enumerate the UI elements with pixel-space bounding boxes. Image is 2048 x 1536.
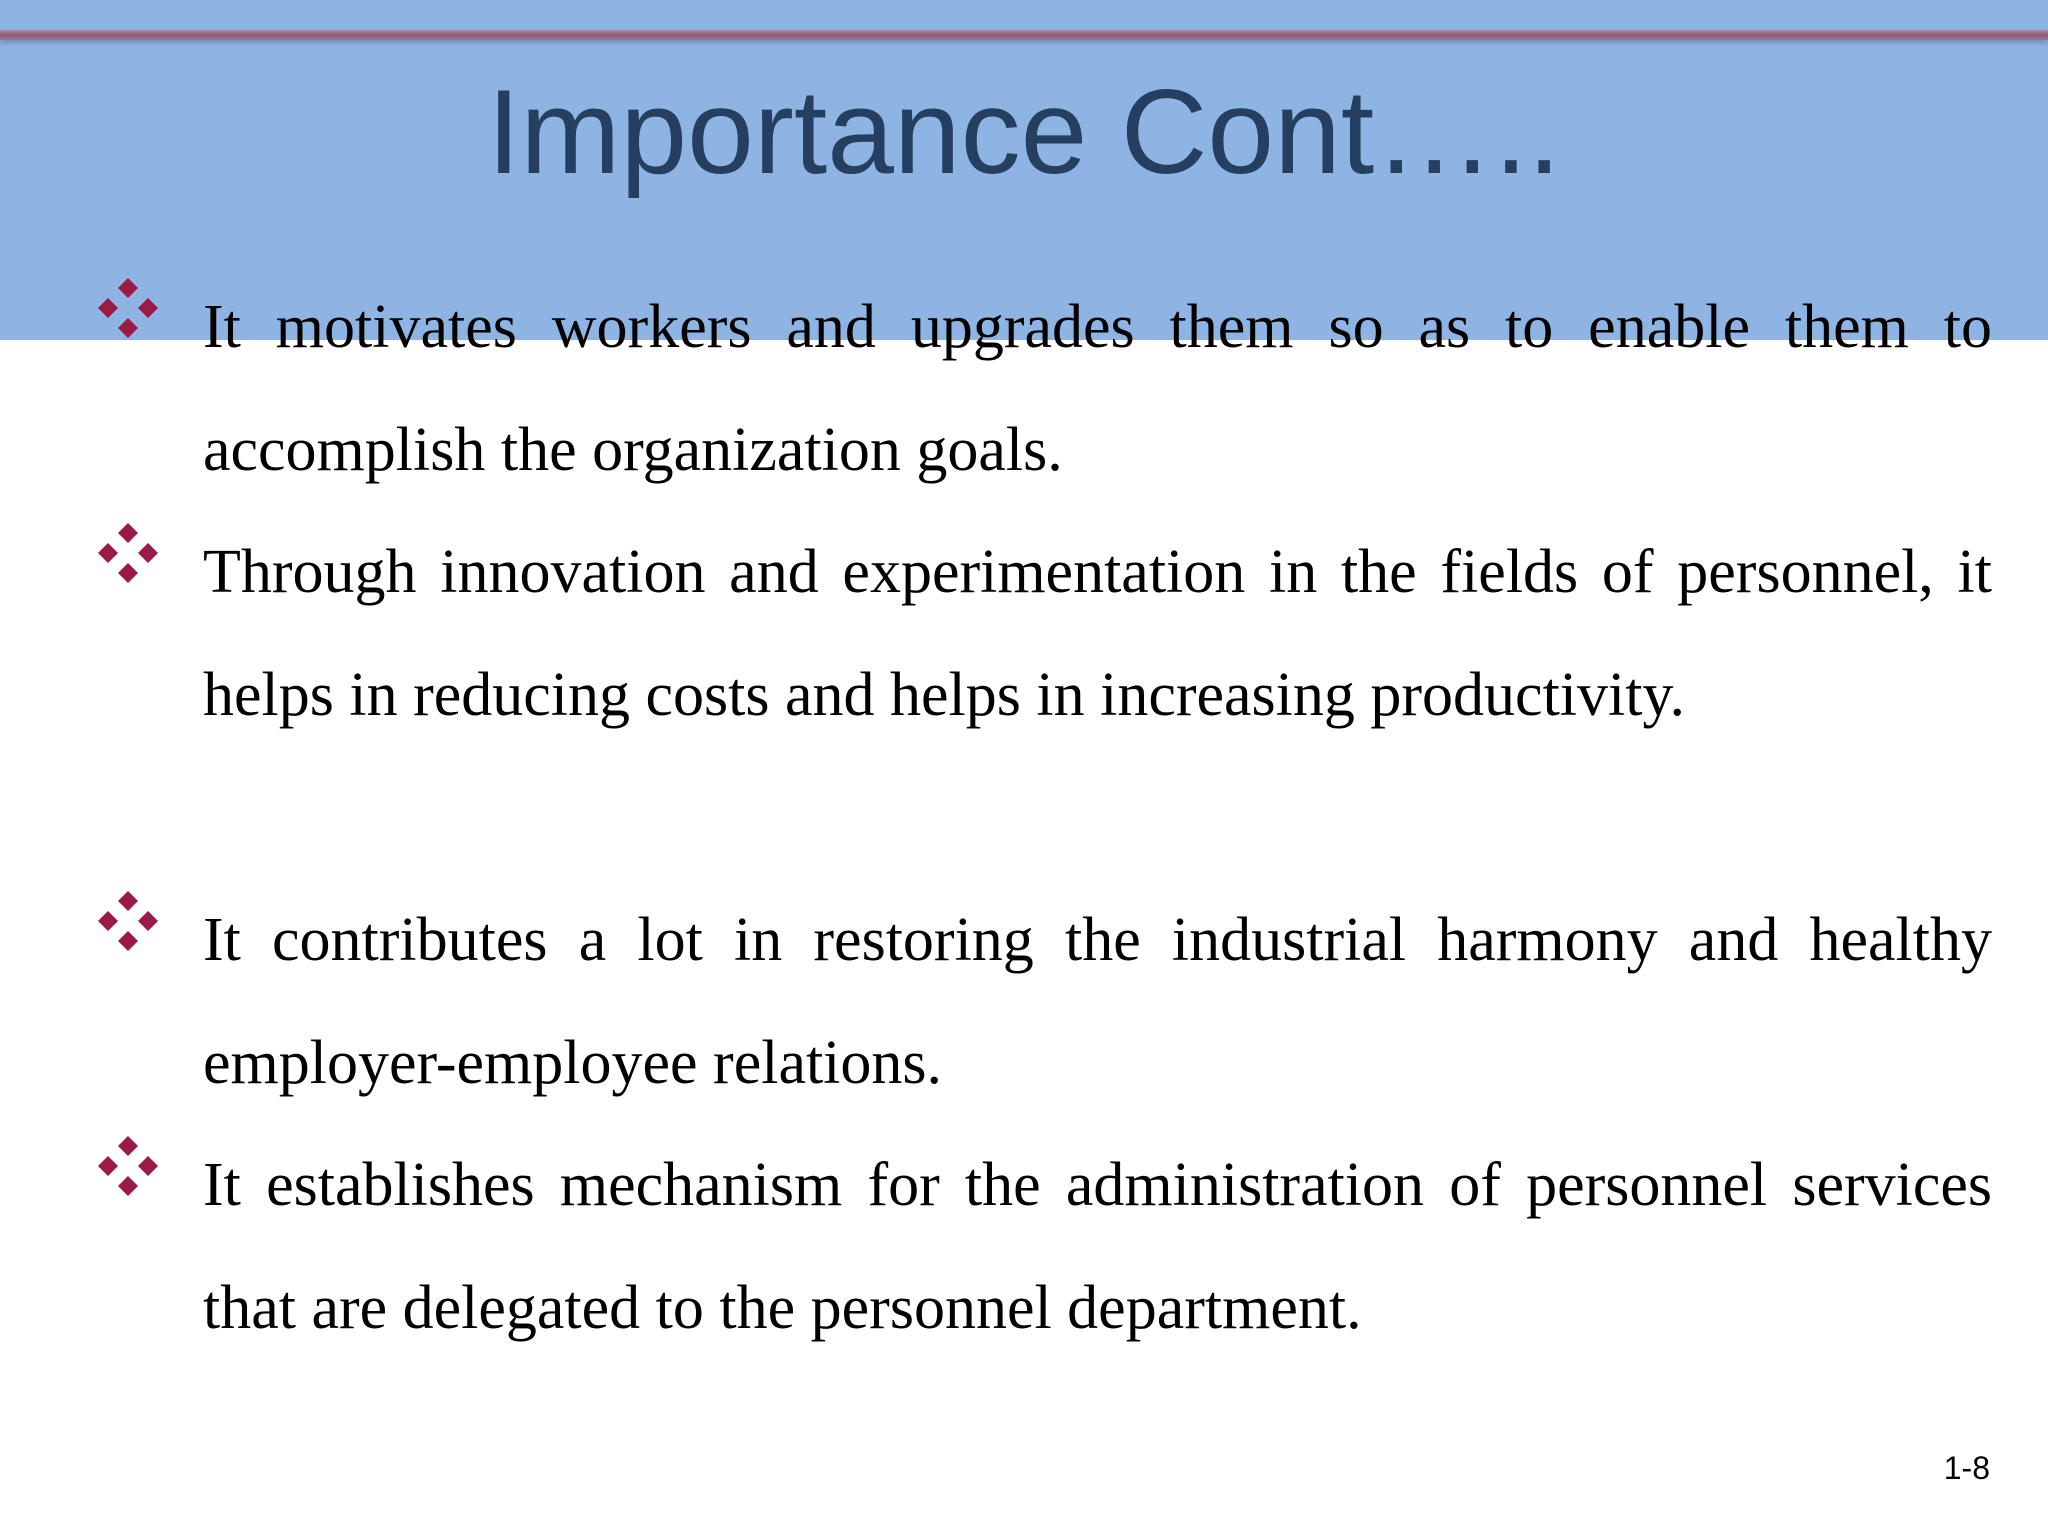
header-rule xyxy=(0,30,2048,40)
bullet-item xyxy=(96,1124,1992,1369)
bullet-item xyxy=(96,879,1992,1124)
four-diamond-bullet-icon xyxy=(96,889,160,953)
bullet-item xyxy=(96,511,1992,879)
bullet-list xyxy=(96,266,1992,1369)
four-diamond-bullet-icon xyxy=(96,1134,160,1198)
four-diamond-bullet-icon xyxy=(96,521,160,585)
bullet-text: It contributes a lot in restoring the industrial harmony and healthy employer-employee relations. xyxy=(203,906,1992,1097)
bullet-item xyxy=(96,266,1992,511)
page-number: 1-8 xyxy=(1943,1450,1990,1486)
slide-title: Importance Cont….. xyxy=(487,65,1561,199)
bullet-text: It motivates workers and upgrades them so as to enable them to accomplish the organization goals. xyxy=(203,293,1992,484)
four-diamond-bullet-icon xyxy=(96,276,160,340)
bullet-text: Through innovation and experimentation in the fields of personnel, it helps in reducing costs and helps in increasing productivity. xyxy=(203,538,1992,729)
bullet-text: It establishes mechanism for the administration of personnel services that are delegated to the personnel department. xyxy=(203,1151,1992,1342)
